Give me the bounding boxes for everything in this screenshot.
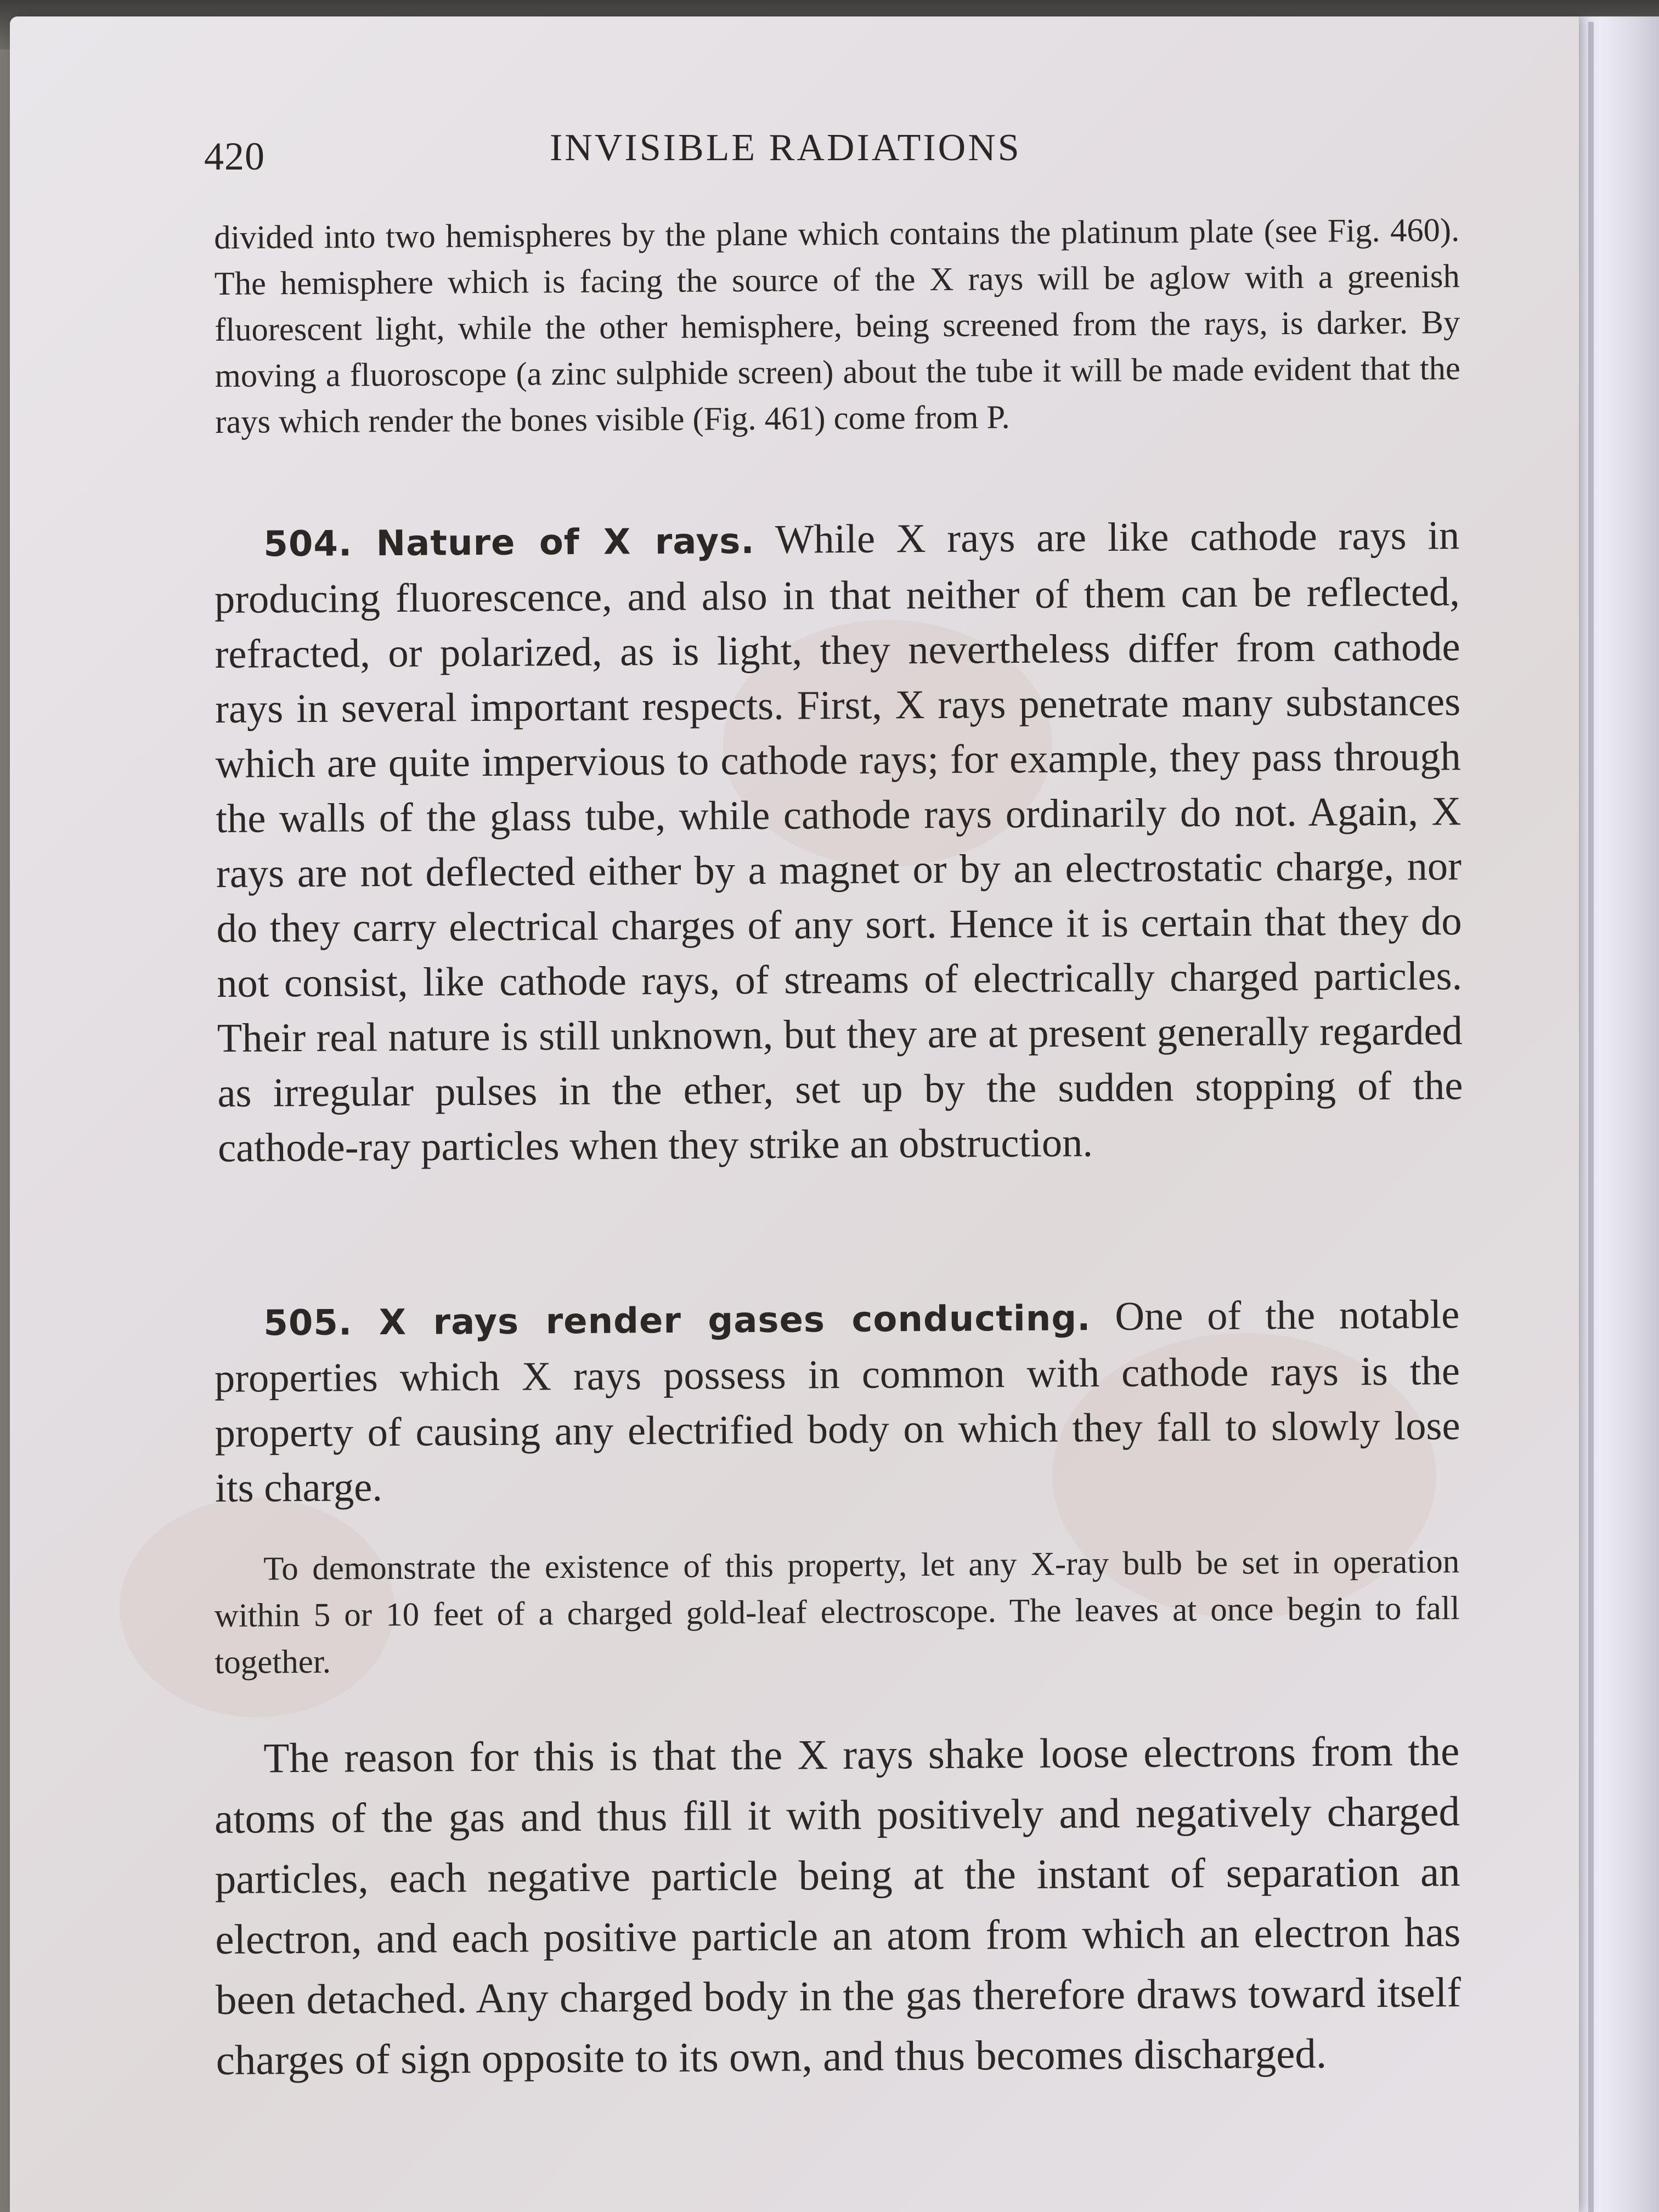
page-edge-shadow: [1588, 22, 1594, 2212]
section-504-block: [214, 508, 1463, 1176]
next-pages-edge: [1569, 16, 1659, 2212]
continuation-paragraph-block: [214, 207, 1461, 445]
section-504-text: While X rays are like cathode rays in producing fluorescence, and also in that neither of them can be reflected, refracted, or polarized, as is light, they nevertheless differ from cathode rays in several important respects. First, X rays penetrate many substances which are quite impervious to cathode rays; for example, they pass through the walls of the glass tube, while cathode rays ordinarily do not. Again, X rays are not deflected either by a magnet or by an electrostatic charge, nor do they carry electrical charges of any sort. Hence it is certain that they do not consist, like cathode rays, of streams of electrically charged particles. Their real nature is still unknown, but they are at present generally regarded as irregular pulses in the ether, set up by the sudden stopping of the cathode-ray particles when they strike an obstruction.: [214, 513, 1463, 1171]
demonstration-block: [214, 1538, 1460, 1686]
running-header: [204, 126, 1159, 187]
section-505-heading: 505. X rays render gases conducting.: [263, 1298, 1091, 1344]
continuation-paragraph: divided into two hemispheres by the plane which contains the platinum plate (see Fig. 460). The hemisphere which is facing the source of the X rays will be aglow with a greenish fluorescent light, while the other hemisphere, being screened from the rays, is darker. By moving a fluoroscope (a zinc sulphide screen) about the tube it will be made evident that the rays which render the bones visible (Fig. 461) come from P.: [214, 212, 1460, 441]
section-504-heading: 504. Nature of X rays.: [263, 521, 755, 565]
section-505-text: One of the notable properties which X rays possess in common with cathode rays is the property of causing any electrified body on which they fall to slowly lose its charge.: [214, 1292, 1460, 1511]
explanation-paragraph: The reason for this is that the X rays shake loose electrons from the atoms of the gas and thus fill it with positively and negatively charged particles, each negative particle being at the instant of separation an electron, and each positive particle an atom from which an electron has been detached. Any charged body in the gas therefore draws toward itself charges of sign opposite to its own, and thus becomes discharged.: [214, 1727, 1462, 2084]
running-title: INVISIBLE RADIATIONS: [550, 127, 1022, 169]
demonstration-paragraph: To demonstrate the existence of this property, let any X-ray bulb be set in operation within 5 or 10 feet of a charged gold-leaf electroscope. The leaves at once begin to fall together.: [214, 1543, 1460, 1681]
section-505-block: [214, 1287, 1460, 1516]
page-number: 420: [204, 134, 265, 178]
explanation-block: [214, 1720, 1462, 2090]
section-504-paragraph: [214, 508, 1463, 1176]
section-505-paragraph: [214, 1287, 1460, 1516]
